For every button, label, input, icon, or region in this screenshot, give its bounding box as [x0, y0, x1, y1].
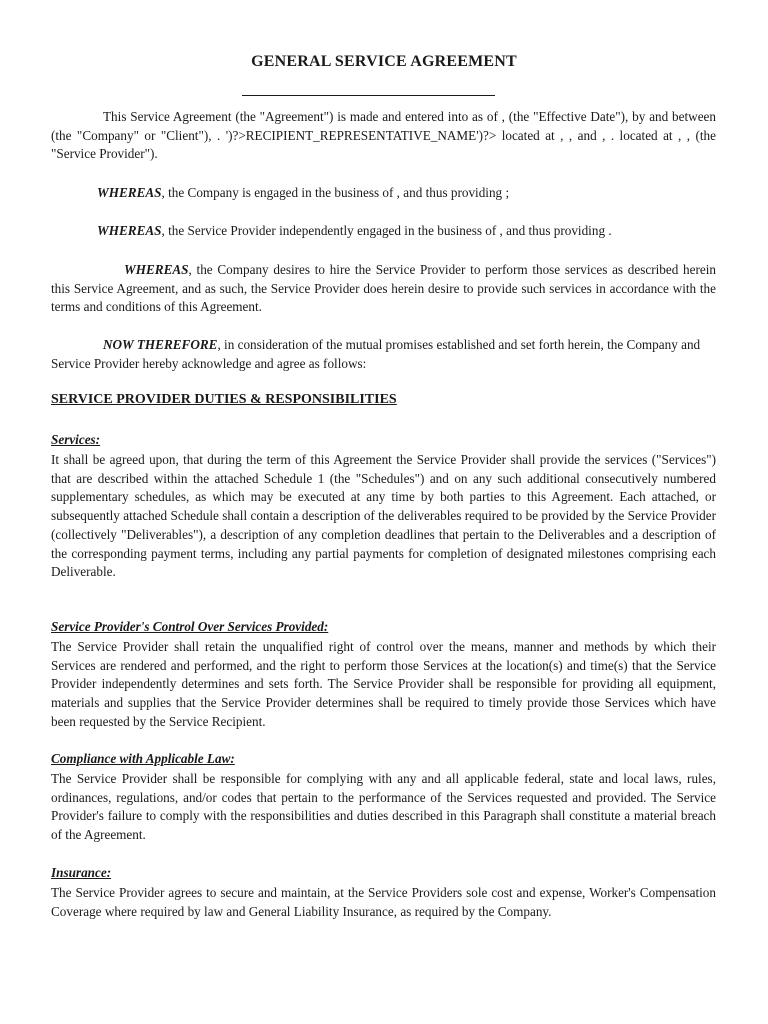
whereas-keyword: WHEREAS [97, 223, 162, 238]
whereas-text: , the Company desires to hire the Service Provider to perform those services as described herein this Service Agreement, and as such, the Service Provider does herein desire to provide such services in accordance with the terms and conditions of this Agreement. [51, 262, 716, 315]
whereas-text: , the Company is engaged in the business of , and thus providing ; [161, 185, 510, 200]
title-underline-rule [242, 95, 495, 96]
whereas-text: , the Service Provider independently engaged in the business of , and thus providing . [161, 223, 612, 238]
now-therefore-clause [51, 336, 716, 373]
whereas-keyword: WHEREAS [97, 185, 162, 200]
subsection-body-insurance: The Service Provider agrees to secure and maintain, at the Service Providers sole cost and expense, Worker's Compensation Coverage where required by law and General Liability Insurance, as required by the Company. [51, 885, 716, 919]
now-therefore-keyword: NOW THEREFORE [103, 337, 218, 352]
whereas-clause-2 [51, 222, 716, 241]
document-title: GENERAL SERVICE AGREEMENT [251, 53, 517, 70]
whereas-clause-1 [51, 184, 716, 203]
subsection-body-control: The Service Provider shall retain the unqualified right of control over the means, manner and methods by which their Services are rendered and performed, and the right to perform those Services at the location(s) and time(s) that the Service Provider independently determines and sets forth. The Service Provider shall be responsible for providing all equipment, materials and supplies that the Service Provider determines shall be required to timely provide those Services which have been requested by the Service Recipient. [51, 639, 716, 729]
intro-paragraph: This Service Agreement (the "Agreement") is made and entered into as of , (the "Effective Date"), by and between (the "Company" or "Client"), . ')?>RECIPIENT_REPRESENTATIVE_NAME')?> located at , , and , . located at , , (the "Service Provider"). [51, 109, 716, 162]
subsection-heading-services: Services: [51, 432, 101, 447]
now-therefore-text: , in consideration of the mutual promises established and set forth herein, the Company and Service Provider hereby acknowledge and agree as follows: [51, 337, 701, 371]
whereas-keyword: WHEREAS [124, 262, 189, 277]
whereas-clause-3 [51, 261, 716, 317]
subsection-heading-compliance: Compliance with Applicable Law: [51, 751, 235, 766]
subsection-body-compliance: The Service Provider shall be responsible for complying with any and all applicable federal, state and local laws, rules, ordinances, regulations, and/or codes that pertain to the performance of the Services requested and provided. The Service Provider's failure to comply with the responsibilities and duties described in this Paragraph shall constitute a material breach of the Agreement. [51, 771, 716, 843]
section-heading: SERVICE PROVIDER DUTIES & RESPONSIBILITIES [51, 392, 397, 407]
subsection-heading-insurance: Insurance: [51, 865, 112, 880]
subsection-body-services: It shall be agreed upon, that during the term of this Agreement the Service Provider shall provide the services ("Services") that are described within the attached Schedule 1 (the "Schedules") and on any such additional consecutively numbered supplementary schedules, as which may be executed at any time by both parties to this Agreement. Each attached, or subsequently attached Schedule shall contain a description of the deliverables required to be provided by the Service Provider (collectively "Deliverables"), a description of any completion deadlines that pertain to the Deliverables and a description of the corresponding payment terms, including any partial payments for completion of designated milestones comprising each Deliverable. [51, 452, 716, 580]
subsection-heading-control: Service Provider's Control Over Services Provided: [51, 619, 329, 634]
